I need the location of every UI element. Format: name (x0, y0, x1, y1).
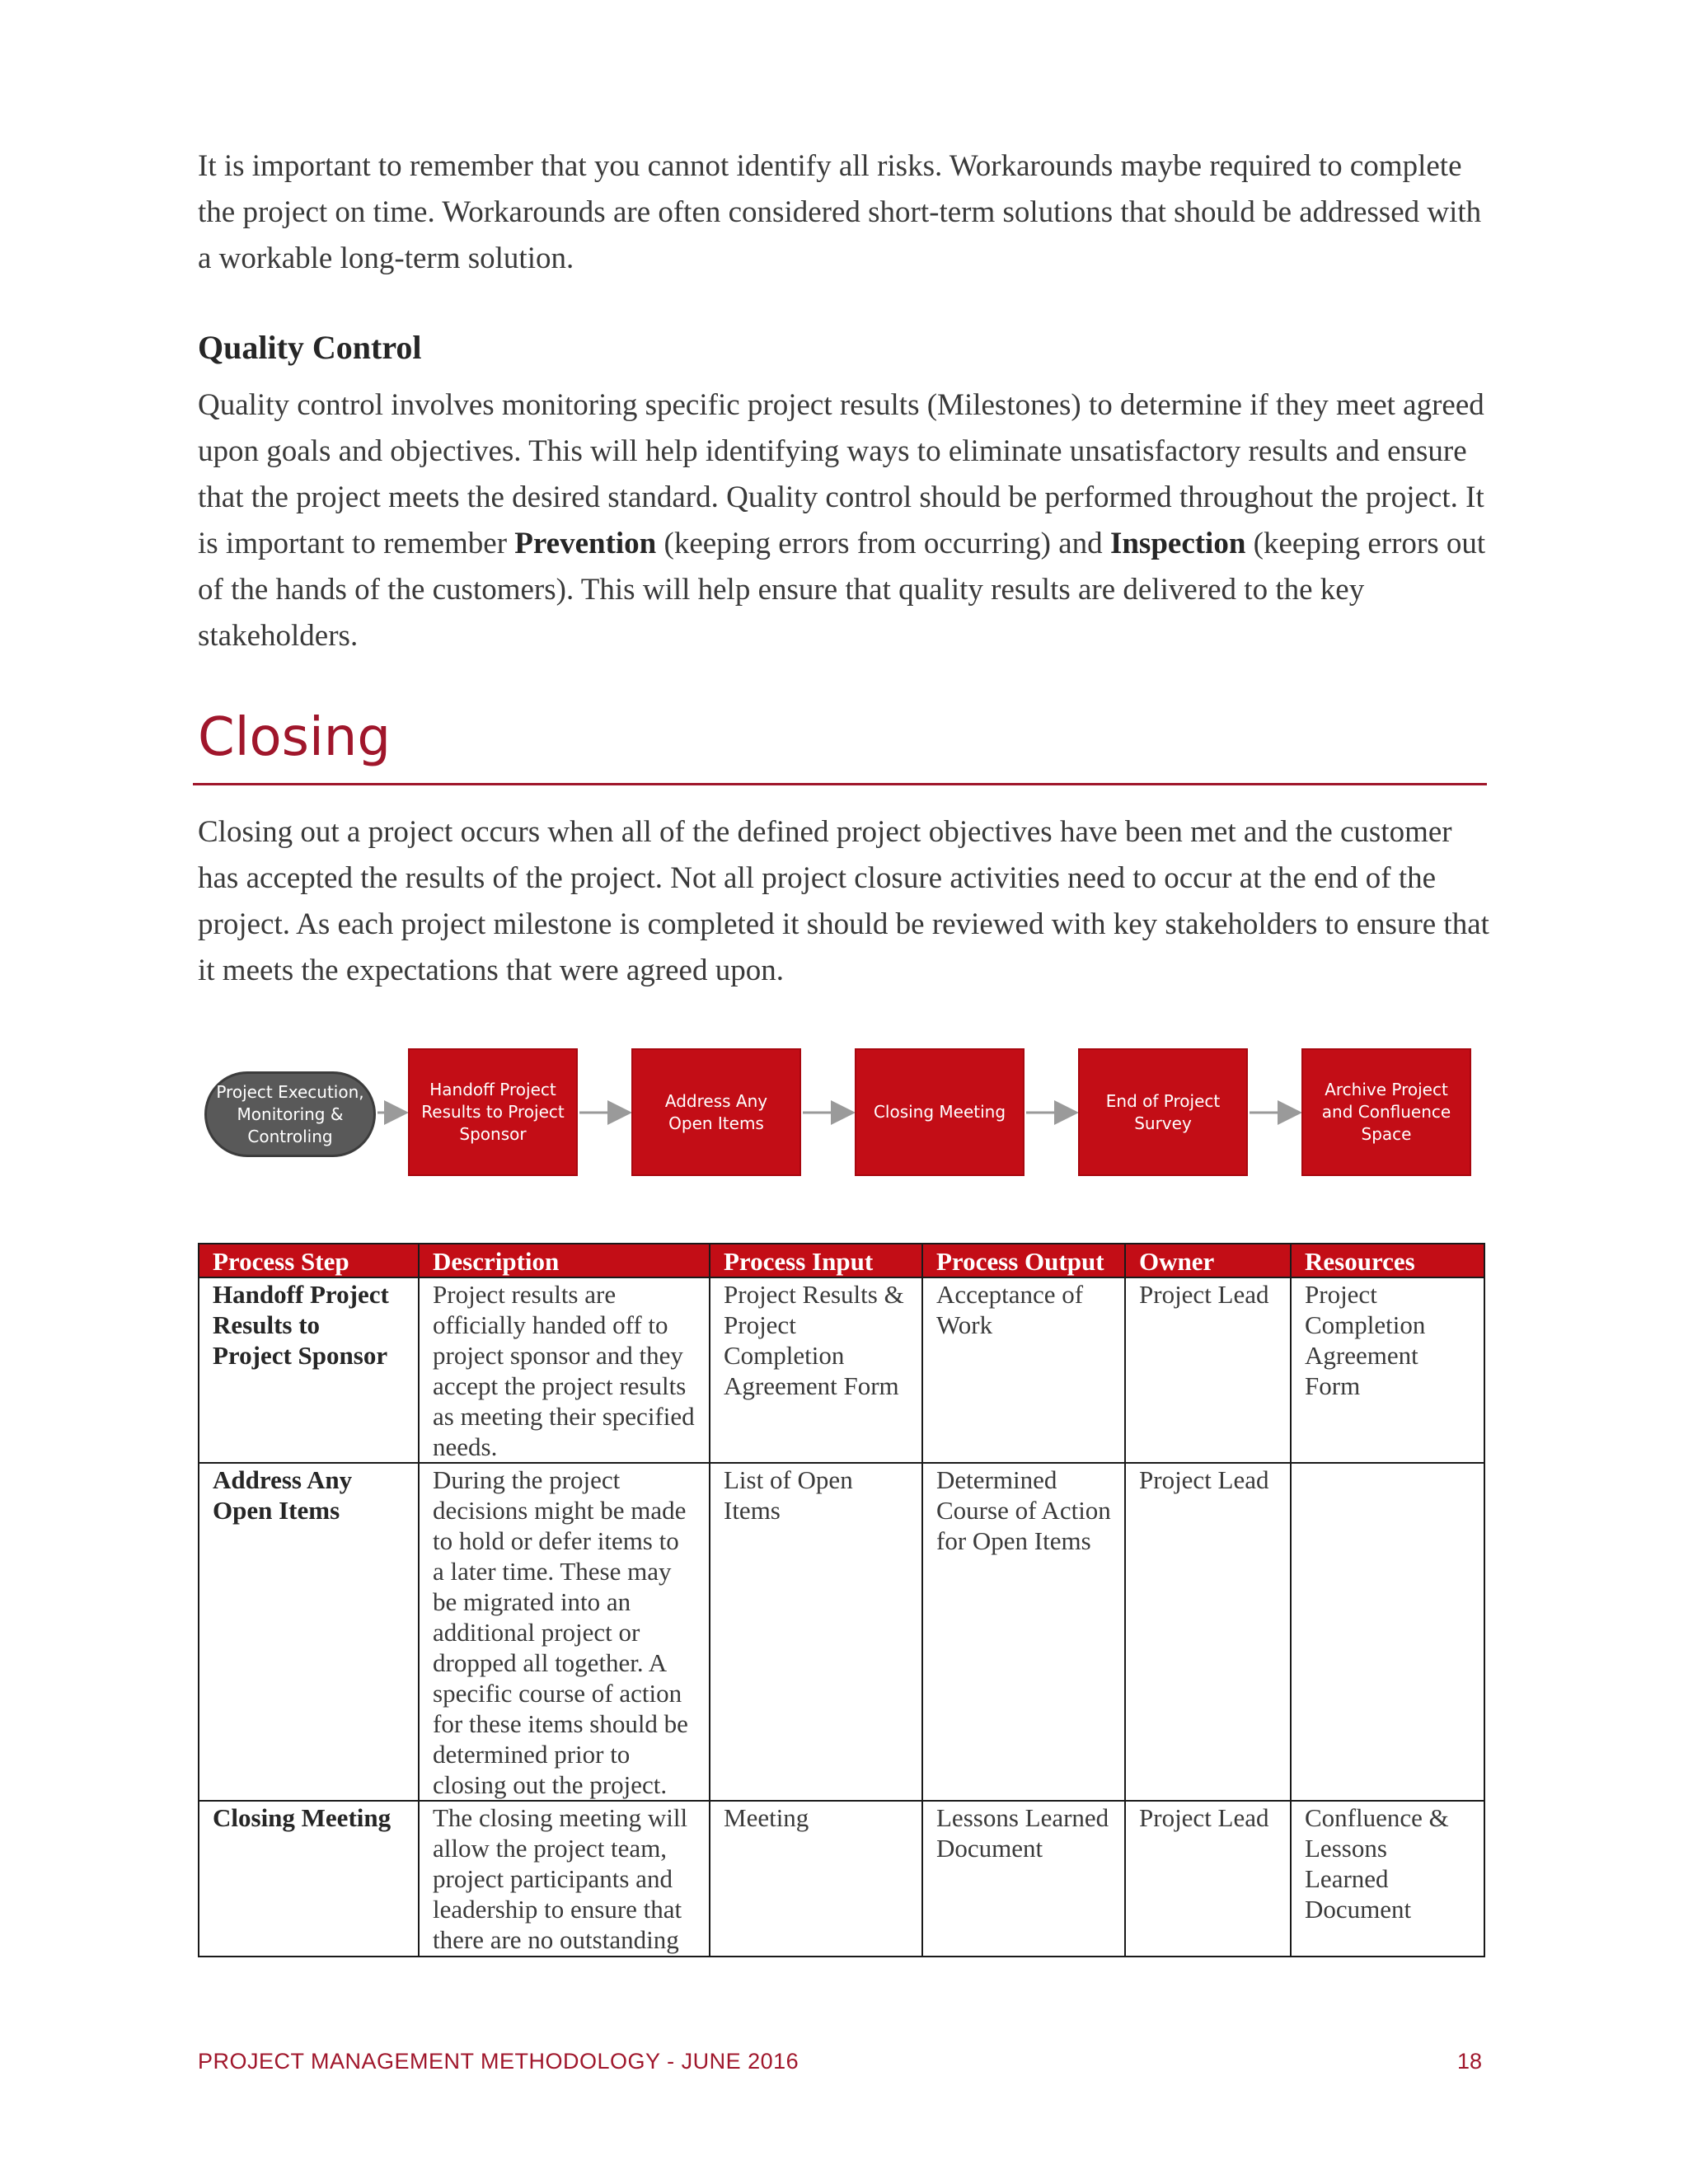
cell-input: Meeting (710, 1801, 922, 1957)
flow-step-closing-meeting: Closing Meeting (855, 1048, 1025, 1176)
quality-control-heading: Quality Control (198, 329, 422, 366)
closing-paragraph: Closing out a project occurs when all of the defined project objectives have been met and the customer has accepted the results of the project. Not all project closure activities need to occur at the end of the project. As each project milestone is completed it should be reviewed with key stakeholders to ensure that it meets the expectations that were agreed upon. (198, 815, 1489, 987)
header-process-step: Process Step (199, 1244, 419, 1277)
header-process-output: Process Output (922, 1244, 1125, 1277)
cell-description: Project results are officially handed off to project sponsor and they accept the project results as meeting their specified needs. (419, 1277, 710, 1463)
header-description: Description (419, 1244, 710, 1277)
cell-output: Determined Course of Action for Open Items (922, 1463, 1125, 1801)
page-number: 18 (1456, 2049, 1482, 2074)
cell-input: List of Open Items (710, 1463, 922, 1801)
cell-step: Closing Meeting (199, 1801, 419, 1957)
header-resources: Resources (1291, 1244, 1484, 1277)
cell-resources (1291, 1463, 1484, 1801)
table-row (199, 1463, 1484, 1801)
cell-step: Address Any Open Items (199, 1463, 419, 1801)
cell-owner: Project Lead (1125, 1801, 1291, 1957)
intro-paragraph: It is important to remember that you cannot identify all risks. Workarounds maybe required to complete the project on time. Workarounds are often considered short-term solutions that should be addressed with a workable long-term solution. (198, 149, 1482, 275)
quality-text-2: (keeping errors from occurring) and (656, 527, 1110, 560)
cell-resources: Confluence & Lessons Learned Document (1291, 1801, 1484, 1957)
cell-input: Project Results & Project Completion Agreement Form (710, 1277, 922, 1463)
cell-output: Lessons Learned Document (922, 1801, 1125, 1957)
closing-heading-rule (193, 783, 1487, 785)
cell-description-text: The closing meeting will allow the project team, project participants and leadership to ensure that there are no outstanding (433, 1803, 688, 1954)
cell-description (419, 1801, 710, 1957)
quality-text-1: Quality control involves monitoring specific project results (Milestones) to determine if they meet agreed upon goals and objectives. This will help identifying ways to eliminate unsatisfactory results and ensure that the project meets the desired standard. Quality control should be performed throughout the project. It is important to remember (198, 388, 1484, 560)
closing-process-flow (0, 1048, 1688, 1180)
flow-start-node: Project Execution, Monitoring & Controling (204, 1071, 376, 1157)
header-owner: Owner (1125, 1244, 1291, 1277)
table-row (199, 1277, 1484, 1463)
cell-description: During the project decisions might be made to hold or defer items to a later time. These may be migrated into an additional project or dropped all together. A specific course of action for these items should be determined prior to closing out the project. (419, 1463, 710, 1801)
prevention-term: Prevention (514, 527, 657, 560)
closing-heading: Closing (198, 707, 391, 768)
footer-title: PROJECT MANAGEMENT METHODOLOGY - JUNE 2016 (198, 2049, 799, 2074)
table-row (199, 1801, 1484, 1957)
flow-step-survey: End of Project Survey (1078, 1048, 1248, 1176)
cell-step: Handoff Project Results to Project Sponsor (199, 1277, 419, 1463)
header-process-input: Process Input (710, 1244, 922, 1277)
closing-process-table (198, 1243, 1485, 1957)
quality-control-paragraph (198, 382, 1500, 659)
cell-owner: Project Lead (1125, 1463, 1291, 1801)
cell-resources: Project Completion Agreement Form (1291, 1277, 1484, 1463)
quality-text-3: (keeping errors out of the hands of the customers). This will help ensure that quality results are delivered to the key stakeholders. (198, 527, 1486, 653)
cell-owner: Project Lead (1125, 1277, 1291, 1463)
flow-step-archive: Archive Project and Confluence Space (1301, 1048, 1471, 1176)
flow-step-open-items: Address Any Open Items (631, 1048, 801, 1176)
cell-output: Acceptance of Work (922, 1277, 1125, 1463)
table-header-row (199, 1244, 1484, 1277)
flow-step-handoff: Handoff Project Results to Project Sponsor (408, 1048, 578, 1176)
inspection-term: Inspection (1109, 527, 1246, 560)
